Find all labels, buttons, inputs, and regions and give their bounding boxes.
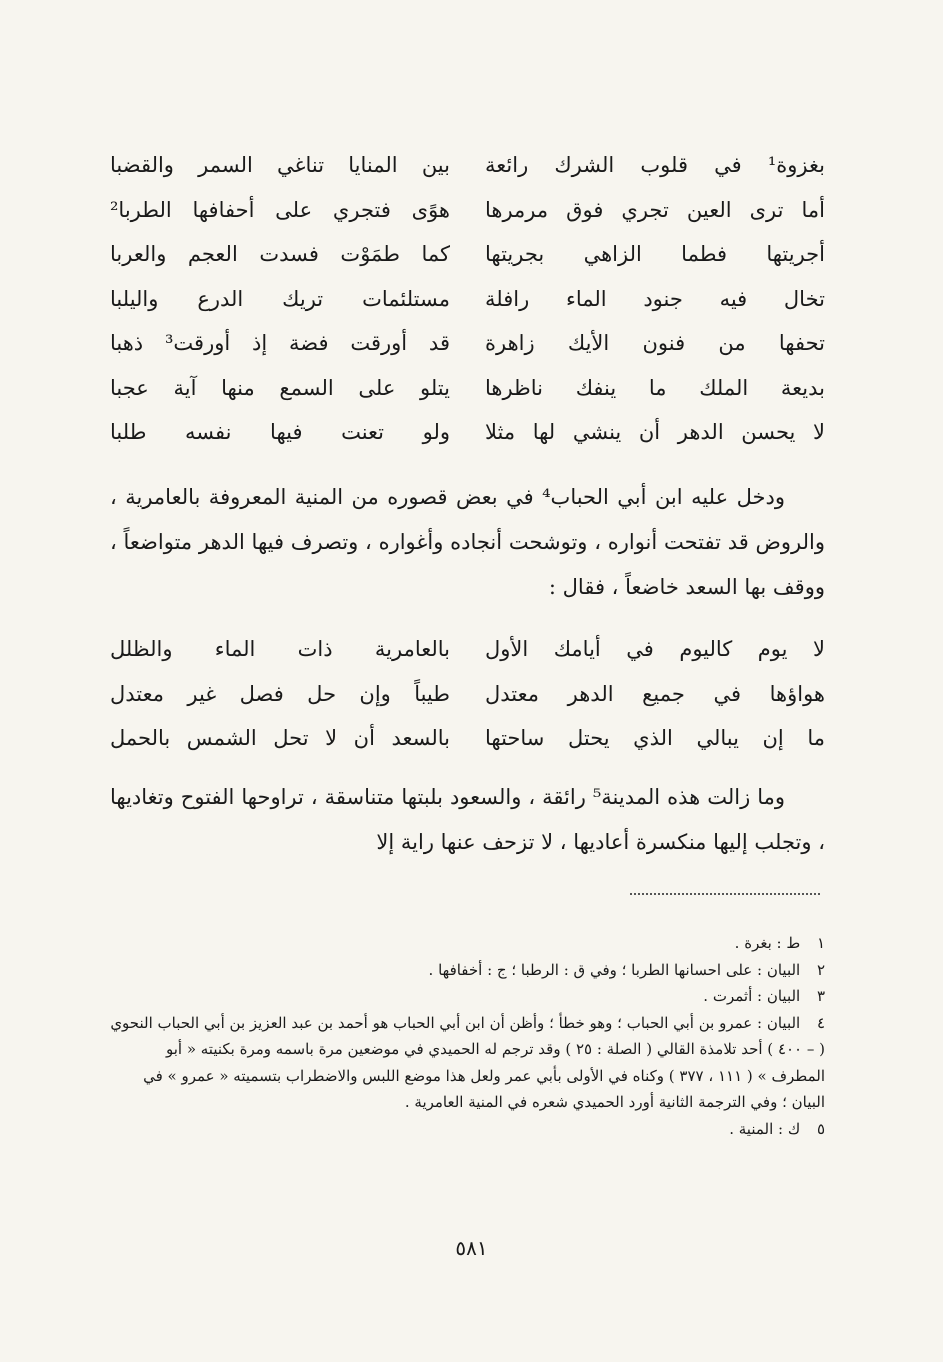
footnote — [110, 983, 825, 1010]
hemistich-right: ما إن يبالي الذي يحتل ساحتها — [485, 726, 825, 750]
prose-paragraph-1 — [110, 475, 825, 610]
footnote-number: ٤ — [816, 1013, 825, 1032]
hemistich-left: مستلئمات تريك الدرع واليلبا — [110, 286, 450, 311]
footnote-text: ط : بغرة . — [734, 934, 801, 952]
footnote-text: البيان : أثمرت . — [703, 987, 801, 1005]
poem-block-1 — [110, 143, 825, 455]
footnote — [110, 930, 825, 957]
footnotes — [110, 930, 825, 1142]
footnote-text: البيان : عمرو بن أبي الحباب ؛ وهو خطأ ؛ وأظن أن ابن أبي الحباب هو أحمد بن عبد العزيز بن أبي الحباب النحوي ( – ٤٠٠ ) أحد تلامذة القالي ( الصلة : ٢٥ ) وقد ترجم له الحميدي في موضعين مرة باسمه ومرة بكنيته « أبو المطرف » ( ١١١ ، ٣٧٧ ) وكناه في الأولى بأبي عمر ولعل هذا موضع اللبس والاضطراب بتسميته « عمرو » في البيان ؛ وفي الترجمة الثانية أورد الحميدي شعره في المنية العامرية . — [110, 1013, 825, 1111]
footnote-number: ١ — [816, 934, 825, 952]
hemistich-left: بين المنايا تناغي السمر والقضبا — [110, 153, 450, 177]
hemistich-left: ولو تعنت فيها نفسه طلبا — [110, 420, 450, 444]
hemistich-left: هوًى فتجري على أحفافها الطربا² — [110, 197, 450, 222]
footnote-divider — [630, 893, 820, 895]
footnote-number: ٢ — [816, 960, 825, 979]
verse-line — [110, 143, 825, 188]
paragraph-text: ودخل عليه ابن أبي الحباب⁴ في بعض قصوره من المنية المعروفة بالعامرية ، والروض قد تفتحت أنواره ، وتوشحت أنجاده وأغواره ، وتصرف فيها الدهر متواضعاً ، ووقف بها السعد خاضعاً ، فقال : — [110, 485, 825, 599]
hemistich-right: لا يحسن الدهر أن ينشي لها مثلا — [485, 420, 825, 444]
verse-line — [110, 716, 825, 761]
paragraph-text: وما زالت هذه المدينة⁵ رائقة ، والسعود بلبتها متناسقة ، تراوحها الفتوح وتغاديها ، وتجلب إليها منكسرة أعاديها ، لا تزحف عنها راية إلا — [110, 785, 825, 854]
hemistich-left: قد أورقت فضة إذ أورقت³ ذهبا — [110, 331, 450, 355]
hemistich-left: بالسعد أن لا تحل الشمس بالحمل — [110, 726, 450, 750]
footnote — [110, 1010, 825, 1116]
hemistich-right: هواؤها في جميع الدهر معتدل — [485, 681, 825, 706]
hemistich-left: كما طمَوْت فسدت العجم والعربا — [110, 242, 450, 266]
verse-line — [110, 366, 825, 411]
footnote-number: ٣ — [816, 987, 825, 1005]
poem-block-2 — [110, 627, 825, 761]
hemistich-right: أجريتها فطما الزاهي بجريتها — [485, 242, 825, 266]
footnote — [110, 957, 825, 984]
hemistich-right: أما ترى العين تجري فوق مرمرها — [485, 197, 825, 222]
verse-line — [110, 410, 825, 455]
page-number: ٥٨١ — [455, 1236, 488, 1260]
verse-line — [110, 277, 825, 322]
prose-paragraph-2 — [110, 775, 825, 865]
verse-line — [110, 672, 825, 717]
hemistich-left: بالعامرية ذات الماء والظلل — [110, 637, 450, 661]
verse-line — [110, 188, 825, 233]
footnote-text: ك : المنية . — [729, 1119, 801, 1138]
hemistich-left: يتلو على السمع منها آية عجبا — [110, 375, 450, 400]
hemistich-right: تحفها من فنون الأيك زاهرة — [485, 331, 825, 355]
hemistich-right: لا يوم كاليوم في أيامك الأول — [485, 637, 825, 661]
footnote — [110, 1116, 825, 1143]
hemistich-left: طيباً وإن حل فصل غير معتدل — [110, 681, 450, 706]
hemistich-right: تخال فيه جنود الماء رافلة — [485, 286, 825, 311]
verse-line — [110, 321, 825, 366]
hemistich-right: بغزوة¹ في قلوب الشرك رائعة — [485, 153, 825, 177]
footnote-text: البيان : على احسانها الطربا ؛ وفي ق : الرطبا ؛ ج : أخفافها . — [428, 960, 801, 979]
verse-line — [110, 232, 825, 277]
footnote-number: ٥ — [816, 1119, 825, 1138]
verse-line — [110, 627, 825, 672]
hemistich-right: بديعة الملك ما ينفك ناظرها — [485, 375, 825, 400]
